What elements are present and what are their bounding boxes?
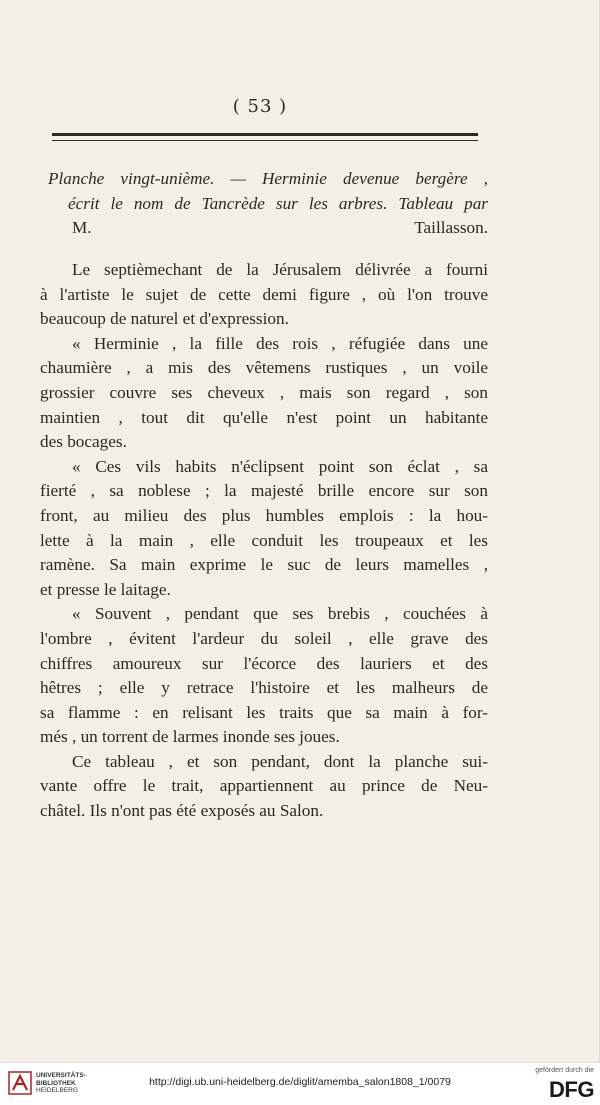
text-line: Ce tableau , et son pendant, dont la planche sui- bbox=[72, 751, 488, 771]
plate-caption bbox=[40, 167, 488, 241]
text-line: chaumière , a mis des vêtemens rustiques , un voile bbox=[40, 358, 488, 378]
text-line: més , un torrent de larmes inonde ses joues. bbox=[40, 727, 340, 747]
text-line: « Ces vils habits n'éclipsent point son éclat , sa bbox=[72, 456, 488, 476]
text-line: lette à la main , elle conduit les troupeaux et les bbox=[40, 530, 488, 550]
text-line: châtel. Ils n'ont pas été exposés au Salon. bbox=[40, 801, 324, 821]
library-name-line: HEIDELBERG bbox=[36, 1087, 78, 1094]
body-text bbox=[40, 258, 488, 824]
text-line: vante offre le trait, appartiennent au prince de Neu- bbox=[40, 776, 488, 796]
text-line: front, au milieu des plus humbles emplois : la hou- bbox=[40, 505, 488, 525]
header-rule-thin bbox=[52, 140, 478, 141]
text-line: et presse le laitage. bbox=[40, 579, 171, 599]
caption-line: écrit le nom de Tancrède sur les arbres. Tableau par bbox=[68, 193, 488, 213]
text-line: fierté , sa noblese ; la majesté brille encore sur son bbox=[40, 481, 488, 501]
text-line: grossier couvre ses cheveux , mais son regard , son bbox=[40, 382, 488, 402]
text-line: à l'artiste le sujet de cette demi figure , où l'on trouve bbox=[40, 284, 488, 304]
text-line: maintien , tout dit qu'elle n'est point un habitante bbox=[40, 407, 488, 427]
sponsor-caption: gefördert durch die bbox=[535, 1067, 594, 1074]
text-line: ramène. Sa main exprime le suc de leurs mamelles , bbox=[40, 555, 488, 575]
text-line: « Herminie , la fille des rois , réfugiée dans une bbox=[72, 333, 488, 353]
viewer-footer bbox=[0, 1062, 600, 1105]
library-name-line: UNIVERSITÄTS- bbox=[36, 1072, 86, 1079]
text-line: beaucoup de naturel et d'expression. bbox=[40, 309, 289, 329]
text-line: Le septièmechant de la Jérusalem délivrée a fourni bbox=[72, 260, 488, 279]
page-number: ( 53 ) bbox=[232, 96, 288, 117]
text-line: hêtres ; elle y retrace l'histoire et les malheurs de bbox=[40, 678, 488, 698]
header-rule-thick bbox=[52, 133, 478, 136]
caption-line: M. Taillasson. bbox=[72, 218, 488, 238]
permalink-url[interactable]: http://digi.ub.uni-heidelberg.de/diglit/amemba_salon1808_1/0079 bbox=[149, 1076, 451, 1088]
text-line: « Souvent , pendant que ses brebis , couchées à bbox=[72, 604, 488, 624]
caption-line: Planche vingt-unième. — Herminie devenue bergère , bbox=[48, 169, 488, 188]
library-name-line: BIBLIOTHEK bbox=[36, 1079, 76, 1087]
text-line: l'ombre , évitent l'ardeur du soleil , elle grave des bbox=[40, 628, 488, 648]
dfg-logo[interactable]: DFG bbox=[549, 1077, 594, 1102]
text-line: sa flamme : en relisant les traits que sa main à for- bbox=[40, 702, 488, 722]
text-line: des bocages. bbox=[40, 432, 127, 452]
text-line: chiffres amoureux sur l'écorce des lauriers et des bbox=[40, 653, 488, 673]
